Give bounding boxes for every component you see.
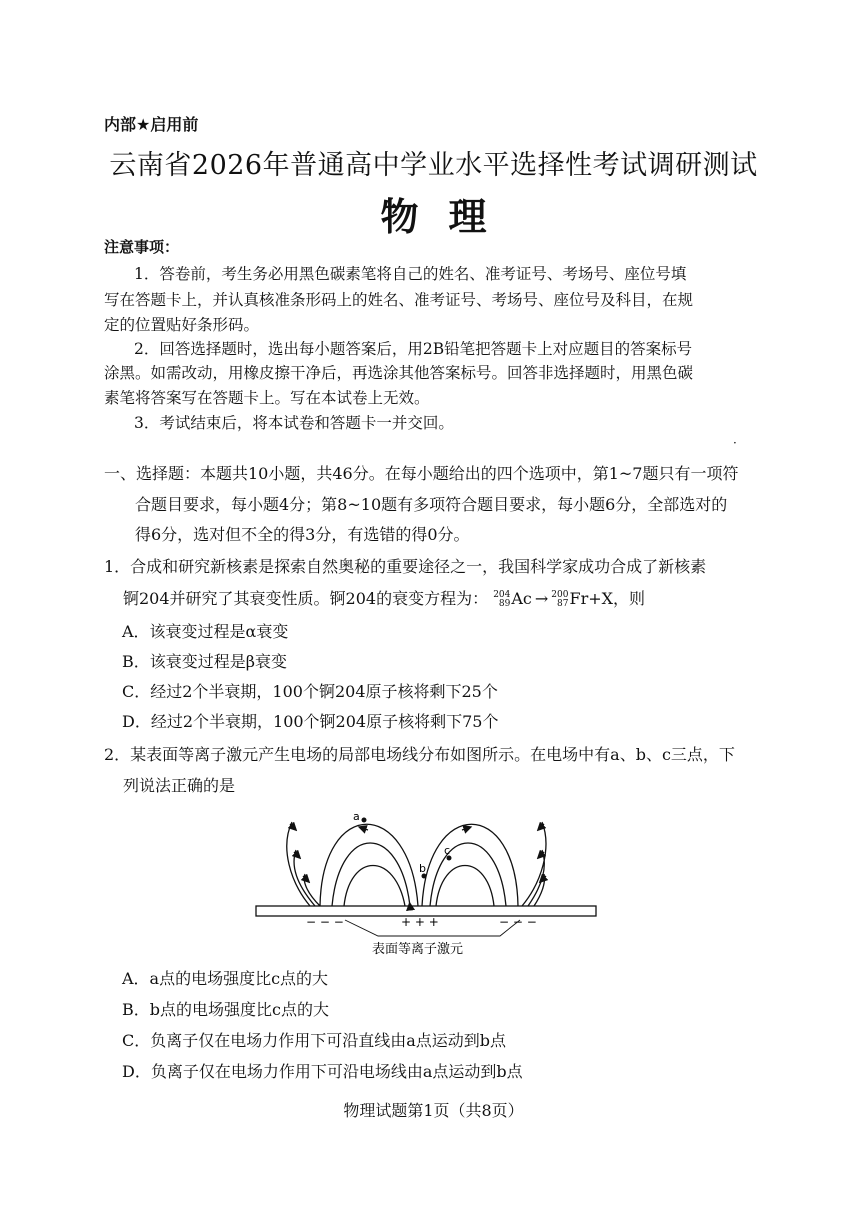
secret-label: 内部★启用前: [104, 115, 199, 134]
field-line: [422, 824, 518, 906]
notice-line: 定的位置贴好条形码。: [104, 316, 260, 334]
field-line: [528, 850, 544, 906]
fr-mass-number: 200: [551, 589, 569, 600]
equation-tail: +X，则: [588, 589, 646, 608]
field-line: [332, 843, 410, 906]
page-footer: 物理试题第1页（共8页）: [343, 1101, 524, 1120]
field-lines: [287, 822, 546, 906]
notice-line: 涂黑。如需改动，用橡皮擦干净后，再选涂其他答案标号。回答非选择题时，用黑色碳: [104, 364, 694, 382]
notice-line: 3．考试结束后，将本试卷和答题卡一并交回。: [134, 414, 454, 432]
section-intro-line: 得6分，选对但不全的得3分，有选错的得0分。: [135, 525, 470, 544]
q1-stem-line2: [123, 586, 645, 609]
q2-stem-line: 2．某表面等离子激元产生电场的局部电场线分布如图所示。在电场中有a、b、c三点，下: [104, 745, 735, 764]
q1-stem-line: 1．合成和研究新核素是探索自然奥秘的重要途径之一，我国科学家成功合成了新核素: [104, 557, 707, 576]
field-line: [344, 866, 405, 907]
stray-dot: ·: [733, 436, 737, 450]
arrow-icon: →: [534, 589, 549, 608]
section-intro-line: 一、选择题：本题共10小题，共46分。在每小题给出的四个选项中，第1~7题只有一项符: [104, 464, 739, 483]
negative-charges-right: − − −: [499, 915, 537, 929]
q1-option-d: D．经过2个半衰期，100个锕204原子核将剩下75个: [122, 712, 499, 731]
notice-line: 写在答题卡上，并认真核准条形码上的姓名、准考证号、考场号、座位号及科目，在规: [104, 291, 694, 309]
ac-symbol: Ac: [511, 589, 532, 608]
exam-title: 云南省2026年普通高中学业水平选择性考试调研测试: [109, 150, 758, 181]
field-arrow: [362, 828, 368, 830]
field-arrow: [462, 828, 468, 830]
figure-caption: 表面等离子激元: [372, 942, 464, 957]
field-line: [436, 866, 494, 907]
fr-nuclide-numbers: [551, 591, 568, 609]
q2-option-c: C．负离子仅在电场力作用下可沿直线由a点运动到b点: [122, 1031, 507, 1050]
notice-line: 素笔将答案写在答题卡上。写在本试卷上无效。: [104, 389, 430, 407]
q1-option-c: C．经过2个半衰期，100个锕204原子核将剩下25个: [122, 682, 498, 701]
q2-option-b: B．b点的电场强度比c点的大: [122, 1000, 329, 1019]
subject-title: 物理: [380, 195, 517, 239]
ac-nuclide-numbers: [493, 591, 510, 609]
q2-option-a: A．a点的电场强度比c点的大: [122, 969, 329, 988]
fr-symbol: Fr: [569, 589, 589, 608]
field-line: [287, 822, 310, 906]
notice-line: 1．答卷前，考生务必用黑色碳素笔将自己的姓名、准考证号、考场号、座位号填: [134, 265, 687, 283]
ac-mass-number: 204: [493, 589, 511, 600]
q1-stem-text: 锕204并研究了其衰变性质。锕204的衰变方程为：: [123, 589, 489, 608]
notice-heading: 注意事项：: [104, 238, 180, 256]
point-a-label: a: [353, 810, 360, 823]
fr-atomic-number: 87: [557, 598, 569, 609]
field-line: [320, 824, 418, 906]
field-line: [430, 843, 506, 906]
point-b-label: b: [419, 862, 426, 875]
point-c-label: c: [444, 844, 451, 857]
ac-atomic-number: 89: [498, 598, 511, 609]
q1-option-a: A．该衰变过程是α衰变: [122, 622, 289, 641]
positive-charges: + + +: [401, 915, 439, 929]
q2-option-d: D．负离子仅在电场力作用下可沿电场线由a点运动到b点: [122, 1062, 523, 1081]
q2-stem-line: 列说法正确的是: [123, 776, 236, 795]
point-a-dot: [362, 818, 367, 823]
section-intro-line: 合题目要求，每小题4分；第8~10题有多项符合题目要求，每小题6分，全部选对的: [135, 495, 728, 514]
negative-charges-left: − − −: [306, 915, 344, 929]
q1-option-b: B．该衰变过程是β衰变: [122, 652, 288, 671]
field-line-figure: [250, 802, 610, 962]
field-line: [522, 822, 546, 906]
notice-line: 2．回答选择题时，选出每小题答案后，用2B铅笔把答题卡上对应题目的答案标号: [134, 340, 693, 358]
